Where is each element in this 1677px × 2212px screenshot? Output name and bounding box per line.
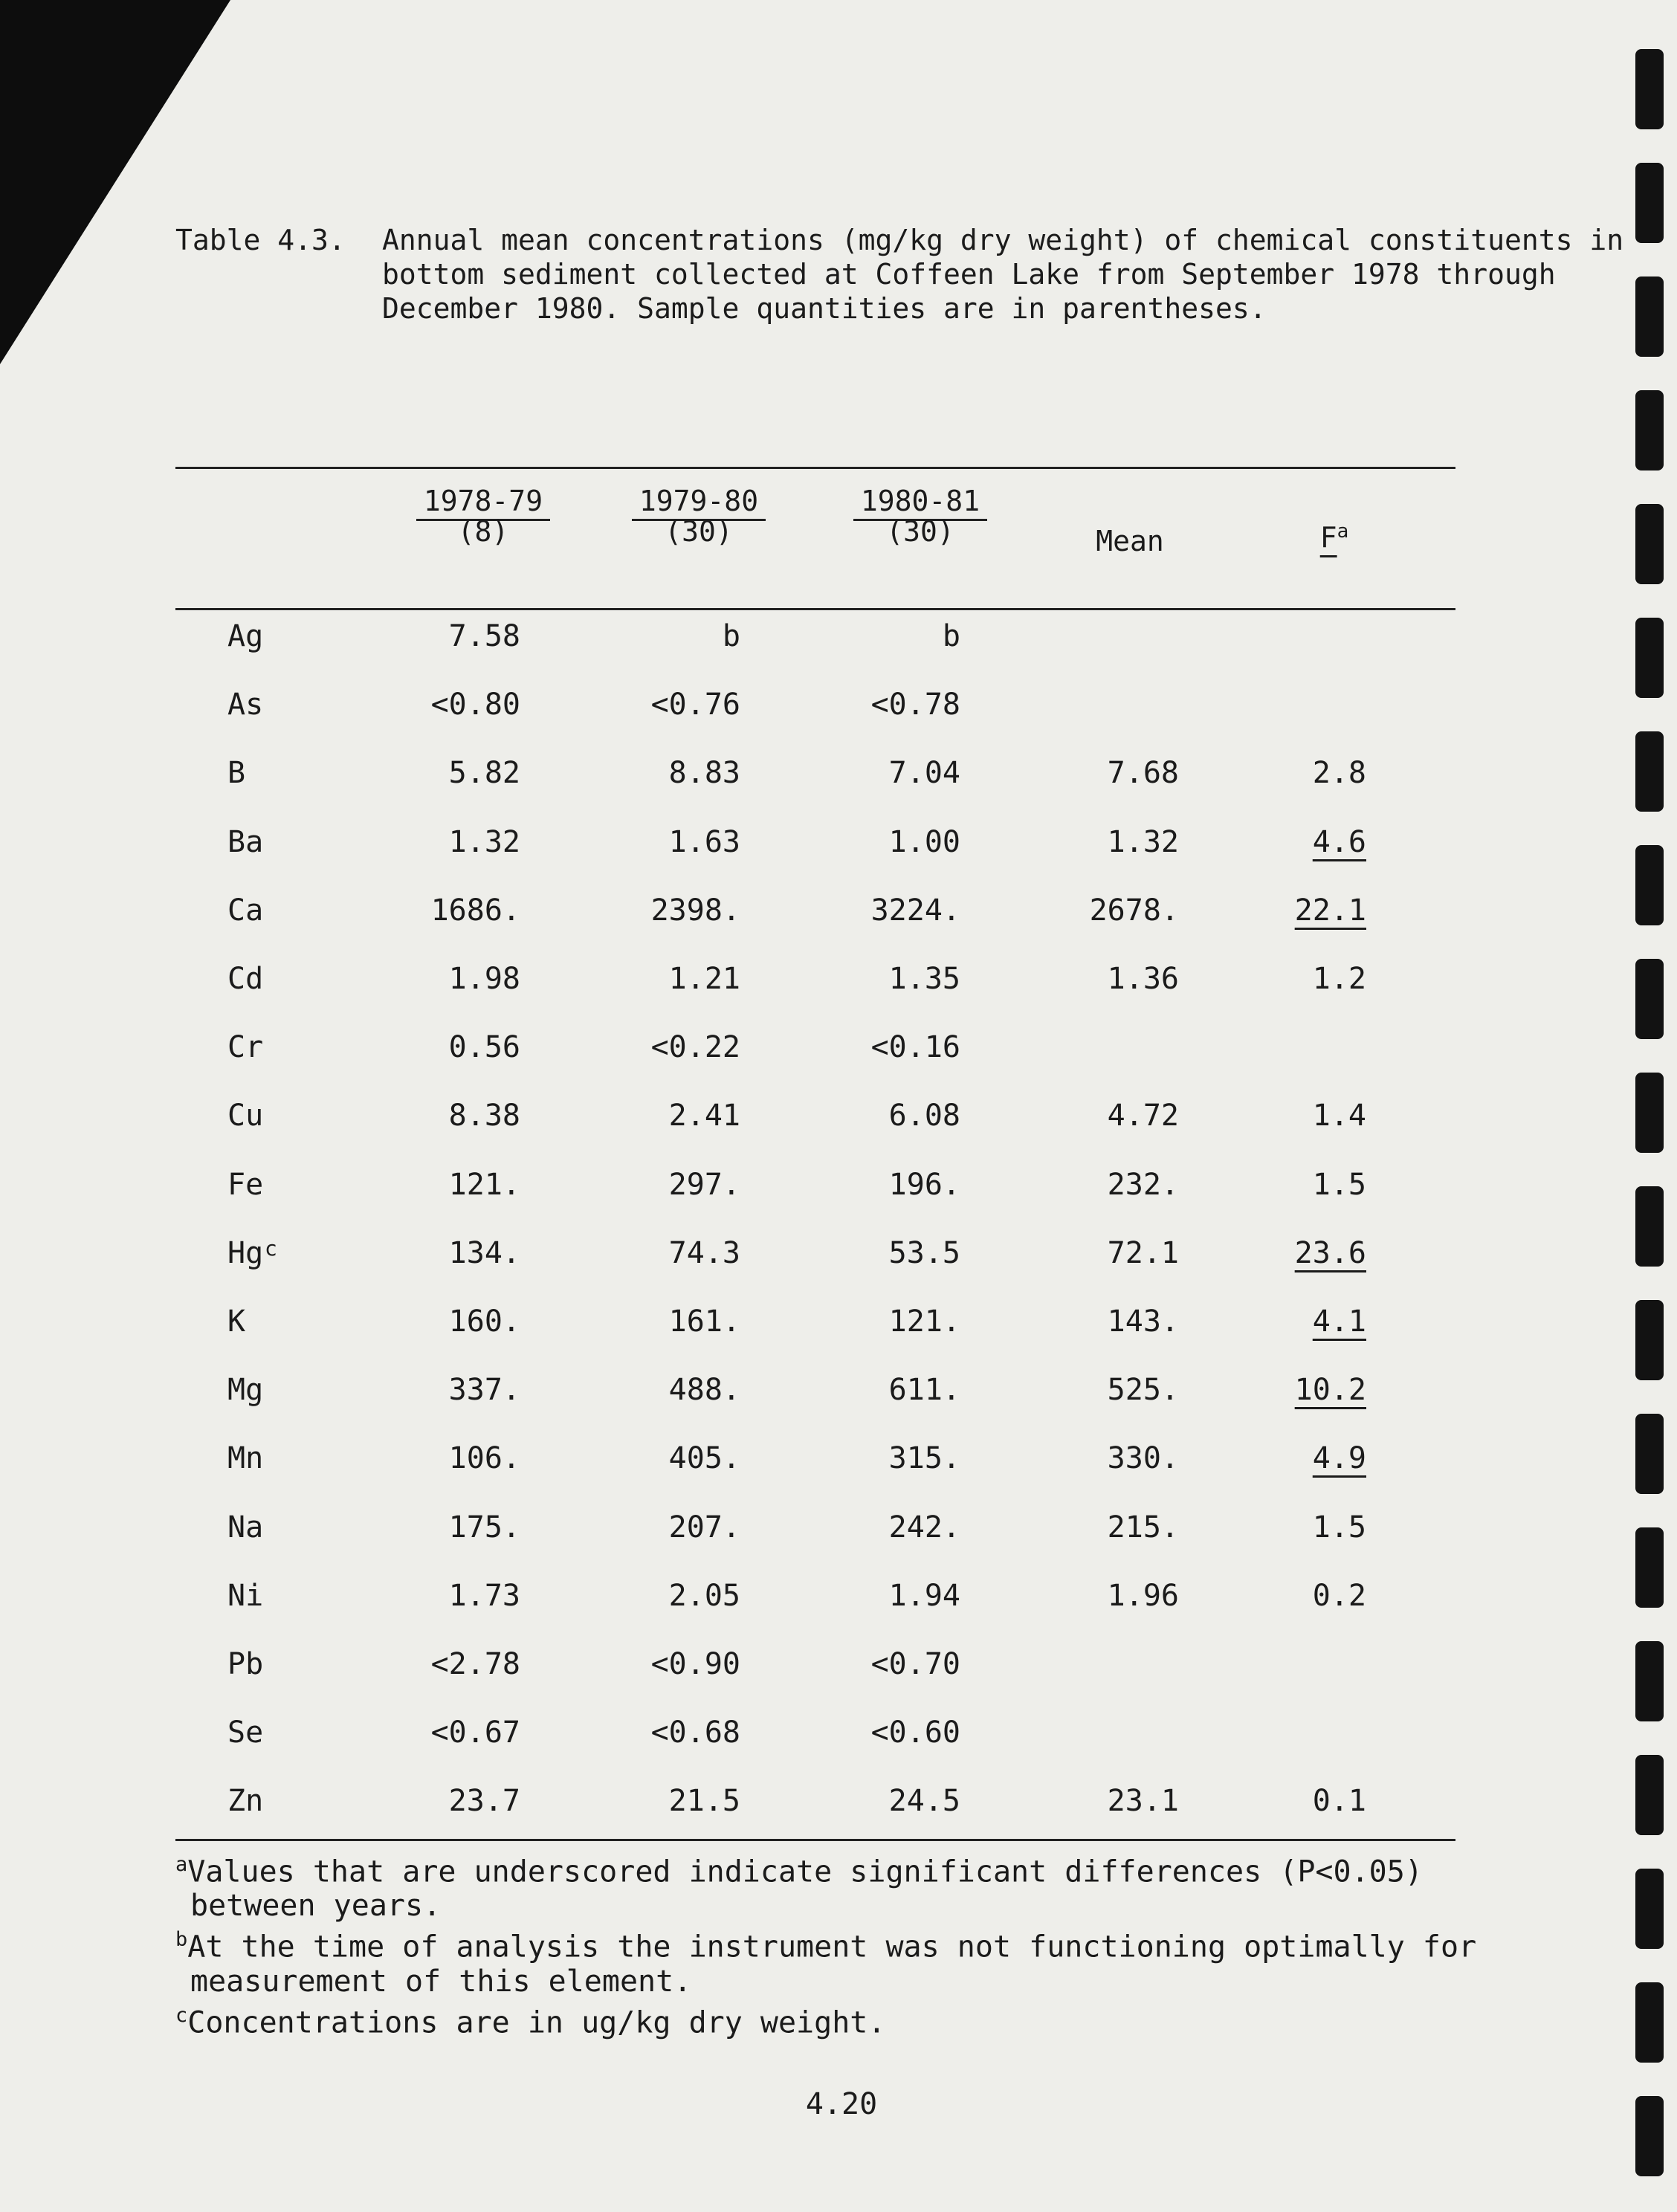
- element-symbol: Fe: [227, 1168, 264, 1202]
- value-1980-81: 6.08: [888, 1099, 960, 1133]
- value-1979-80: <0.22: [650, 1030, 740, 1064]
- value-1980-81: 24.5: [888, 1784, 960, 1818]
- value-f-statistic: 2.8: [1312, 756, 1366, 790]
- header-mean: Mean: [1096, 525, 1164, 557]
- element-symbol: As: [227, 688, 264, 722]
- binding-hole: [1635, 1982, 1664, 2063]
- table-bottom-rule: [175, 1839, 1455, 1841]
- value-f-statistic: 4.9: [1312, 1441, 1366, 1475]
- value-1978-79: 1686.: [430, 893, 520, 928]
- binding-hole: [1635, 1755, 1664, 1835]
- header-f-footnote-marker: a: [1337, 520, 1349, 543]
- value-1979-80: 1.21: [668, 962, 740, 996]
- binding-hole: [1635, 845, 1664, 925]
- element-symbol: Cr: [227, 1030, 264, 1064]
- value-1978-79: 8.38: [448, 1099, 520, 1133]
- value-1979-80: <0.68: [650, 1715, 740, 1750]
- value-1979-80: 21.5: [668, 1784, 740, 1818]
- value-mean: 525.: [1107, 1373, 1179, 1407]
- value-1978-79: 5.82: [448, 756, 520, 790]
- binding-hole: [1635, 1186, 1664, 1267]
- value-f-statistic: 1.4: [1312, 1099, 1366, 1133]
- header-f-label: F: [1319, 521, 1337, 554]
- value-mean: 330.: [1107, 1441, 1179, 1475]
- value-1980-81: 315.: [888, 1441, 960, 1475]
- header-year: 1980-81: [853, 485, 987, 521]
- header-bottom-rule: [175, 608, 1455, 610]
- value-1978-79: <0.67: [430, 1715, 520, 1750]
- binding-hole: [1635, 1414, 1664, 1494]
- footnote-text: Values that are underscored indicate significant differences (P<0.05): [187, 1854, 1423, 1889]
- element-symbol: Mg: [227, 1373, 264, 1407]
- element-symbol: Ag: [227, 619, 264, 653]
- scan-corner-shadow: [0, 0, 238, 372]
- value-1978-79: 1.32: [448, 825, 520, 859]
- value-1978-79: 0.56: [448, 1030, 520, 1064]
- binding-hole: [1635, 1869, 1664, 1949]
- value-1978-79: <2.78: [430, 1647, 520, 1681]
- footnote-text: At the time of analysis the instrument was not functioning optimally for: [187, 1930, 1477, 1964]
- value-mean: 2678.: [1089, 893, 1179, 928]
- value-mean: 215.: [1107, 1510, 1179, 1545]
- value-1980-81: 242.: [888, 1510, 960, 1545]
- header-sample-count: (30): [886, 515, 954, 548]
- value-1980-81: <0.60: [870, 1715, 960, 1750]
- value-1980-81: <0.70: [870, 1647, 960, 1681]
- element-symbol: Ba: [227, 825, 264, 859]
- binding-hole: [1635, 731, 1664, 812]
- value-1978-79: 337.: [448, 1373, 520, 1407]
- binding-hole: [1635, 618, 1664, 698]
- footnote-text: Concentrations are in ug/kg dry weight.: [187, 2005, 886, 2040]
- element-symbol: Se: [227, 1715, 264, 1750]
- header-year: 1978-79: [416, 485, 550, 521]
- value-1980-81: 53.5: [888, 1236, 960, 1270]
- table-top-rule: [175, 467, 1455, 469]
- value-f-statistic: 1.5: [1312, 1510, 1366, 1545]
- value-f-statistic: 0.1: [1312, 1784, 1366, 1818]
- binding-hole: [1635, 1527, 1664, 1608]
- value-1979-80: b: [722, 619, 740, 653]
- value-1980-81: b: [942, 619, 960, 653]
- header-sample-count: (8): [457, 515, 509, 548]
- element-symbol: B: [227, 756, 246, 790]
- footnote-marker: b: [175, 1928, 188, 1952]
- value-1979-80: <0.76: [650, 688, 740, 722]
- footnote-text-continued: measurement of this element.: [190, 1964, 692, 1999]
- element-symbol: Hg: [227, 1236, 264, 1270]
- binding-hole: [1635, 504, 1664, 584]
- element-symbol: Ca: [227, 893, 264, 928]
- value-1980-81: 196.: [888, 1168, 960, 1202]
- header-1978-79: [401, 485, 565, 546]
- value-1980-81: 7.04: [888, 756, 960, 790]
- value-1979-80: 161.: [668, 1304, 740, 1339]
- value-1979-80: 8.83: [668, 756, 740, 790]
- value-1980-81: 1.00: [888, 825, 960, 859]
- value-mean: 72.1: [1107, 1236, 1179, 1270]
- value-1978-79: 1.73: [448, 1579, 520, 1613]
- value-mean: 23.1: [1107, 1784, 1179, 1818]
- element-symbol: Ni: [227, 1579, 264, 1613]
- value-mean: 4.72: [1107, 1099, 1179, 1133]
- footnote-c: [175, 1999, 1484, 2040]
- binding-hole: [1635, 49, 1664, 129]
- value-1980-81: 1.94: [888, 1579, 960, 1613]
- value-1978-79: 1.98: [448, 962, 520, 996]
- value-1978-79: 160.: [448, 1304, 520, 1339]
- header-1980-81: [838, 485, 1002, 546]
- value-1979-80: 207.: [668, 1510, 740, 1545]
- value-1979-80: 2.05: [668, 1579, 740, 1613]
- value-f-statistic: 1.2: [1312, 962, 1366, 996]
- footnote-text-continued: between years.: [190, 1889, 442, 1924]
- value-1980-81: <0.16: [870, 1030, 960, 1064]
- value-mean: 7.68: [1107, 756, 1179, 790]
- value-mean: 1.36: [1107, 962, 1179, 996]
- value-1979-80: 405.: [668, 1441, 740, 1475]
- value-1980-81: <0.78: [870, 688, 960, 722]
- header-sample-count: (30): [665, 515, 733, 548]
- footnote-a: [175, 1848, 1484, 1923]
- value-1979-80: 2398.: [650, 893, 740, 928]
- value-1980-81: 3224.: [870, 893, 960, 928]
- value-f-statistic: 10.2: [1294, 1373, 1366, 1407]
- value-1979-80: 297.: [668, 1168, 740, 1202]
- element-symbol: Mn: [227, 1441, 264, 1475]
- element-symbol: K: [227, 1304, 246, 1339]
- binding-hole: [1635, 1073, 1664, 1153]
- value-f-statistic: 4.1: [1312, 1304, 1366, 1339]
- footnote-marker: a: [175, 1853, 188, 1876]
- value-1978-79: 134.: [448, 1236, 520, 1270]
- value-1978-79: 121.: [448, 1168, 520, 1202]
- value-1980-81: 611.: [888, 1373, 960, 1407]
- header-f-statistic: [1293, 520, 1375, 554]
- page-number: 4.20: [805, 2087, 878, 2121]
- caption-text: Annual mean concentrations (mg/kg dry weight) of chemical constituents in bottom sediment collected at Coffeen Lake from September 1978 through December 1980. Sample quantities are in parentheses.: [382, 224, 1624, 325]
- footnotes: [175, 1848, 1484, 2040]
- element-footnote-marker: c: [265, 1236, 277, 1261]
- value-1978-79: 106.: [448, 1441, 520, 1475]
- value-1979-80: 2.41: [668, 1099, 740, 1133]
- binding-hole: [1635, 1641, 1664, 1721]
- binding-hole: [1635, 2096, 1664, 2176]
- header-year: 1979-80: [632, 485, 766, 521]
- footnote-b: [175, 1923, 1484, 1998]
- element-symbol: Zn: [227, 1784, 264, 1818]
- value-1979-80: <0.90: [650, 1647, 740, 1681]
- caption-label: Table 4.3.: [175, 224, 346, 256]
- value-mean: 143.: [1107, 1304, 1179, 1339]
- value-mean: 1.32: [1107, 825, 1179, 859]
- value-f-statistic: 23.6: [1294, 1236, 1366, 1270]
- element-symbol: Pb: [227, 1647, 264, 1681]
- value-f-statistic: 0.2: [1312, 1579, 1366, 1613]
- value-1978-79: <0.80: [430, 688, 520, 722]
- header-1979-80: [617, 485, 781, 546]
- value-f-statistic: 4.6: [1312, 825, 1366, 859]
- element-symbol: Cu: [227, 1099, 264, 1133]
- value-1978-79: 175.: [448, 1510, 520, 1545]
- element-symbol: Na: [227, 1510, 264, 1545]
- value-f-statistic: 22.1: [1294, 893, 1366, 928]
- value-mean: 1.96: [1107, 1579, 1179, 1613]
- value-1978-79: 7.58: [448, 619, 520, 653]
- binding-hole: [1635, 1300, 1664, 1380]
- value-1978-79: 23.7: [448, 1784, 520, 1818]
- value-1980-81: 121.: [888, 1304, 960, 1339]
- value-1979-80: 1.63: [668, 825, 740, 859]
- element-symbol: Cd: [227, 962, 264, 996]
- binding-hole: [1635, 390, 1664, 470]
- value-1980-81: 1.35: [888, 962, 960, 996]
- binding-hole: [1635, 959, 1664, 1039]
- value-1979-80: 488.: [668, 1373, 740, 1407]
- value-mean: 232.: [1107, 1168, 1179, 1202]
- footnote-marker: c: [175, 2003, 188, 2027]
- value-1979-80: 74.3: [668, 1236, 740, 1270]
- value-f-statistic: 1.5: [1312, 1168, 1366, 1202]
